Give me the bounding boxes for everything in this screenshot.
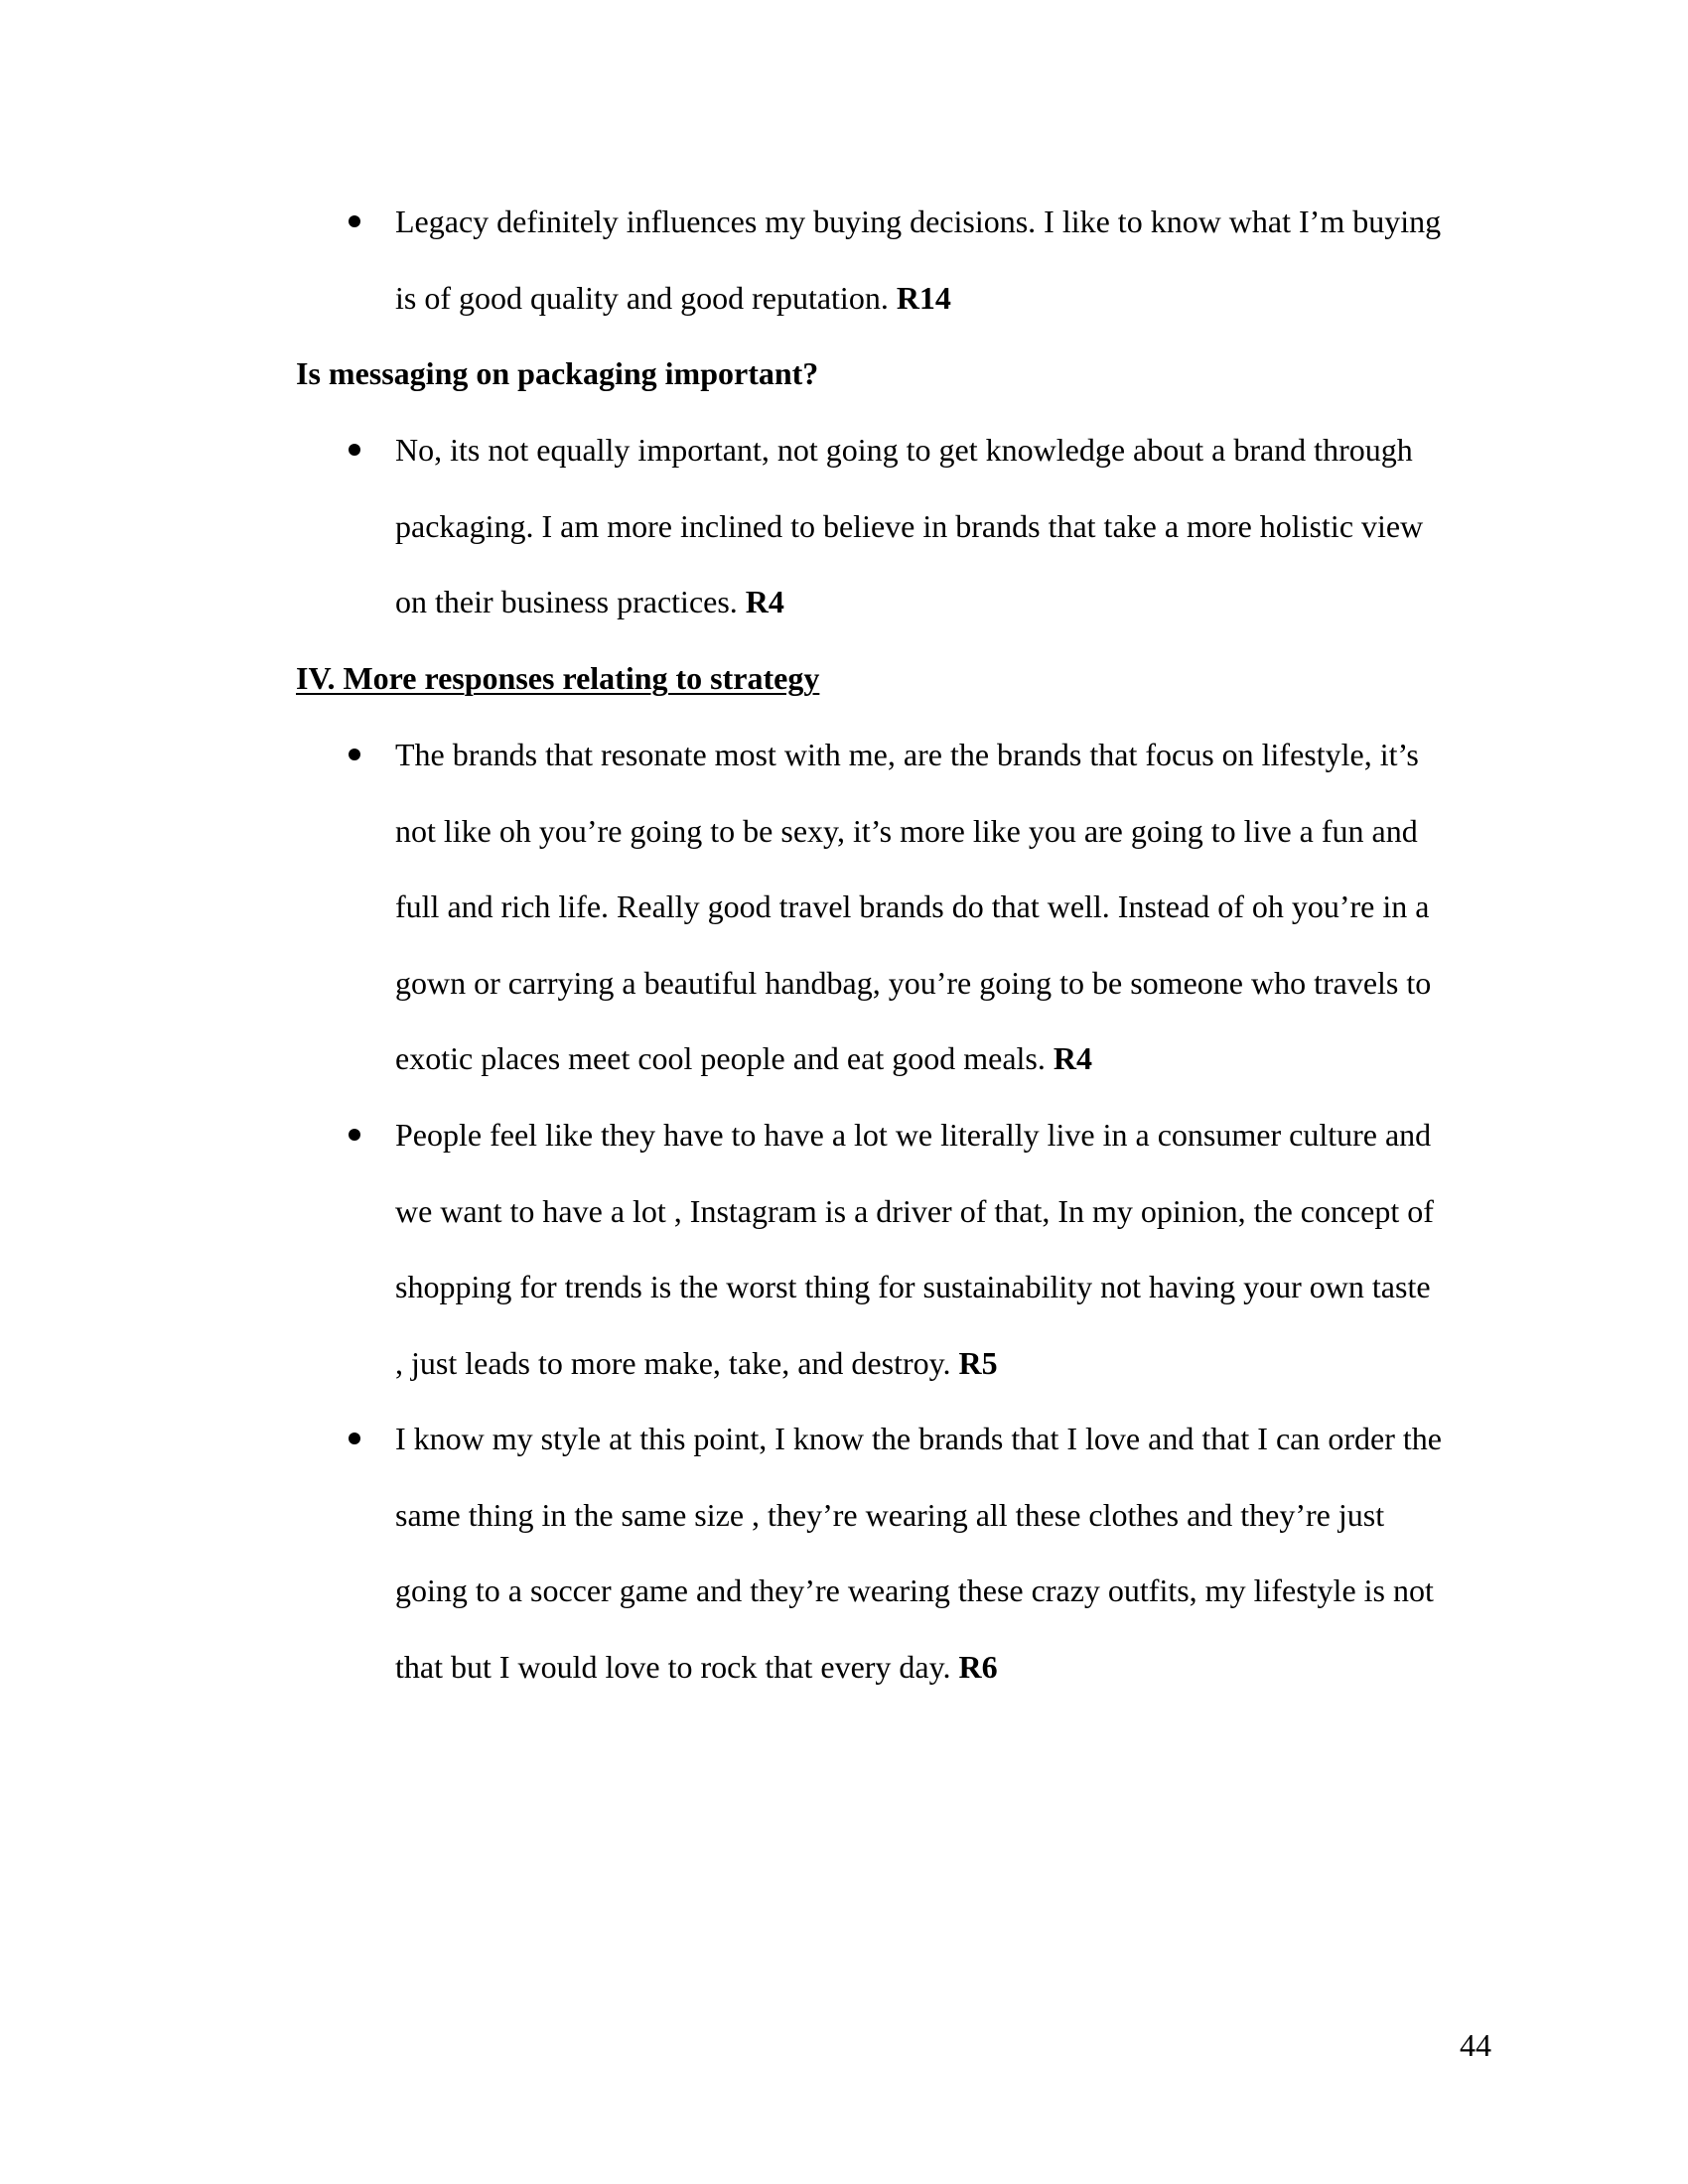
respondent-code: R5 — [958, 1344, 998, 1381]
bullet-marker — [349, 1433, 360, 1444]
text-line: exotic places meet cool people and eat good meals. R4 — [395, 1040, 1092, 1076]
bullet-item — [395, 1097, 1497, 1401]
bullet-marker — [349, 215, 360, 227]
respondent-code: R14 — [896, 279, 951, 316]
text-line: The brands that resonate most with me, are the brands that focus on lifestyle, it’s — [395, 737, 1419, 772]
section-heading: IV. More responses relating to strategy — [296, 660, 820, 696]
bullet-item — [395, 717, 1497, 1097]
text-line: Legacy definitely influences my buying decisions. I like to know what I’m buying — [395, 204, 1442, 239]
respondent-code: R4 — [1053, 1040, 1092, 1076]
text-line: same thing in the same size , they’re wearing all these clothes and they’re just — [395, 1496, 1385, 1533]
text-line: shopping for trends is the worst thing for sustainability not having your own taste — [395, 1269, 1431, 1304]
text-line: that but I would love to rock that every day. R6 — [395, 1648, 998, 1685]
bullet-item — [395, 184, 1497, 336]
bullet-marker — [349, 1129, 360, 1141]
text-line: I know my style at this point, I know the brands that I love and that I can order the — [395, 1421, 1442, 1456]
text-line: we want to have a lot , Instagram is a driver of that, In my opinion, the concept of — [395, 1192, 1434, 1229]
text-line: going to a soccer game and they’re wearing these crazy outfits, my lifestyle is not — [395, 1572, 1434, 1608]
text-line: packaging. I am more inclined to believe in brands that take a more holistic view — [395, 507, 1424, 544]
text-line: People feel like they have to have a lot we literally live in a consumer culture and — [395, 1117, 1432, 1153]
text-line: on their business practices. R4 — [395, 584, 784, 619]
page-number: 44 — [1460, 2027, 1491, 2063]
text-line: No, its not equally important, not going to get knowledge about a brand through — [395, 432, 1413, 468]
bullet-item — [395, 1401, 1497, 1705]
bullet-item — [395, 412, 1497, 640]
bullet-marker — [349, 749, 360, 760]
bullet-marker — [349, 444, 360, 456]
respondent-code: R6 — [958, 1648, 998, 1685]
text-line: is of good quality and good reputation. R14 — [395, 279, 951, 316]
question-heading: Is messaging on packaging important? — [296, 355, 819, 391]
text-line: full and rich life. Really good travel brands do that well. Instead of oh you’re in a — [395, 888, 1430, 924]
text-line: not like oh you’re going to be sexy, it’s more like you are going to live a fun and — [395, 812, 1418, 849]
text-line: , just leads to more make, take, and destroy. R5 — [395, 1344, 998, 1381]
text-line: gown or carrying a beautiful handbag, you’re going to be someone who travels to — [395, 964, 1432, 1001]
respondent-code: R4 — [745, 584, 784, 619]
